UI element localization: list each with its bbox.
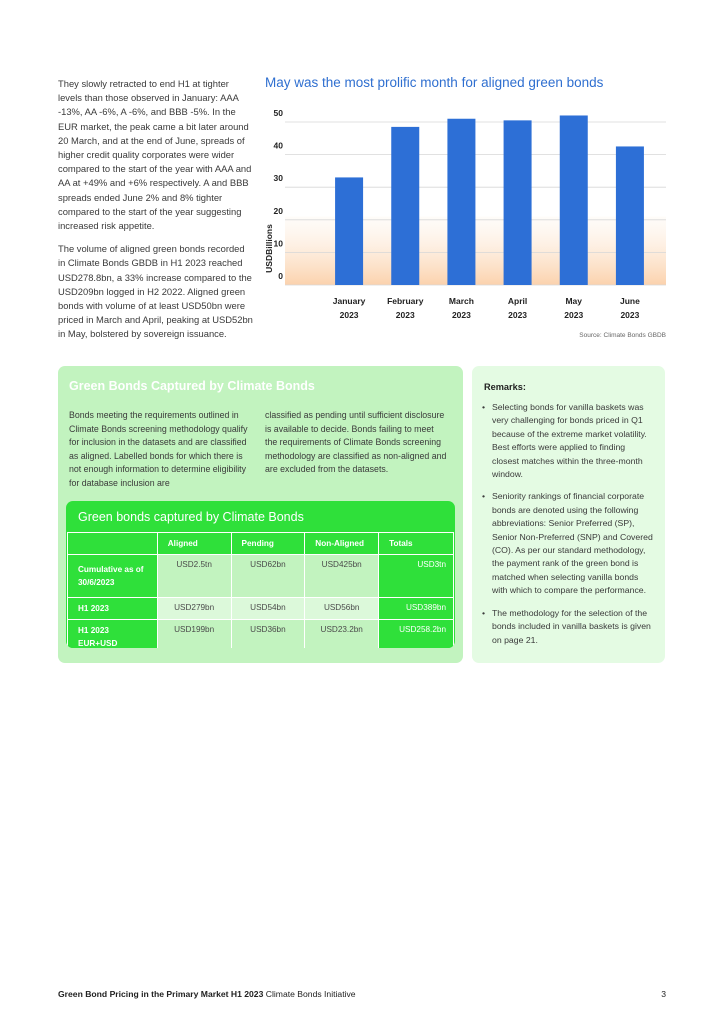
cell-totals: USD258.2bn [379,620,454,649]
cell-totals: USD389bn [379,598,454,620]
captured-table-panel [66,501,455,648]
table-header-aligned: Aligned [157,533,231,555]
remarks-item: • Seniority rankings of financial corporate bonds are denoted using the following abbreviations: Senior Preferred (SP), Senior Non-Preferred (SNP) and Covered (CO). As per our standard methodology, the payment rank of the green bond is matched when selecting vanilla bonds with which to compare the performance. [482,490,654,597]
remarks-item: • Selecting bonds for vanilla baskets was very challenging for bonds priced in Q1 because of the extreme market volatility. Best efforts were applied to finding closest matches within the three-month window. [482,401,654,481]
table-header-pending: Pending [231,533,305,555]
cell-aligned: USD2.5tn [157,555,231,598]
x-tick-label: 2023 [451,310,471,320]
row-label: Cumulative as of 30/6/2023 [68,555,158,598]
y-tick-label: 20 [273,205,283,216]
footer-org: Climate Bonds Initiative [265,989,356,999]
table-row [68,620,454,649]
cell-aligned: USD279bn [157,598,231,620]
remarks-item: • The methodology for the selection of the bonds included in vanilla baskets is given on page 21. [482,607,654,647]
cell-non-aligned: USD425bn [305,555,379,598]
cell-pending: USD62bn [231,555,305,598]
table-title: Green bonds captured by Climate Bonds [78,510,304,524]
remarks-list [482,401,654,656]
table-row [68,598,454,620]
info-box-text-col2: classified as pending until sufficient disclosure is available to decide. Bonds failing to meet the requirements of Climate Bonds screening methodology are classified as non-aligned and are excluded from the datasets. [265,410,447,474]
green-bonds-info-box [58,366,463,663]
body-paragraph-1: They slowly retracted to end H1 at tighter levels than those observed in January: AAA -13%, AA -6%, A -6%, and BBB -5%. In the EUR market, the peak came a bit later around 20 March, and at the end of June, spreads of higher credit quality corporates were wider compared to the start of the year with AAA and AA at +49% and +6% respectively. A and BBB spreads ended June 2% and 8% tighter compared to the start of the year suggesting increased risk appetite. [58,78,252,232]
x-tick-label: 2023 [620,310,640,320]
cell-pending: USD36bn [231,620,305,649]
remarks-title: Remarks: [484,382,526,392]
bar [391,127,419,285]
x-tick-label: January [332,296,366,306]
y-tick-label: 40 [273,140,283,151]
x-tick-label: March [448,296,474,306]
x-tick-label: May [565,296,583,306]
x-tick-label: 2023 [508,310,528,320]
x-tick-label: 2023 [395,310,415,320]
bar [616,146,644,285]
y-tick-label: 30 [273,173,283,184]
info-box-text-col1: Bonds meeting the requirements outlined in Climate Bonds screening methodology qualify for inclusion in the datasets and are classified as aligned. Labelled bonds for which there is not enough information to determine eligibility for database inclusion are [69,410,248,488]
bar-chart [258,108,668,328]
captured-bonds-table [67,532,454,648]
page-number: 3 [661,989,666,999]
row-label: H1 2023 EUR+USD [68,620,158,649]
body-paragraph-2: The volume of aligned green bonds recorded in Climate Bonds GBDB in H1 2023 reached USD278.8bn, a 33% increase compared to the USD209bn logged in H2 2022. Aligned green bonds with volume of at least USD50bn were priced in March and April, peaking at USD52bn in May, bolstered by sovereign issuance. [58,243,253,340]
chart-source: Source: Climate Bonds GBDB [579,332,666,339]
footer [58,989,356,999]
cell-totals: USD3tn [379,555,454,598]
x-tick-label: June [619,296,640,306]
y-tick-label: 10 [273,238,283,249]
footer-report-title: Green Bond Pricing in the Primary Market H1 2023 [58,989,264,999]
x-tick-label: February [387,296,424,306]
cell-pending: USD54bn [231,598,305,620]
x-tick-label: 2023 [339,310,359,320]
bar [504,120,532,285]
chart-title: May was the most prolific month for aligned green bonds [265,75,604,90]
cell-non-aligned: USD56bn [305,598,379,620]
table-header-non-aligned: Non-Aligned [305,533,379,555]
cell-aligned: USD199bn [157,620,231,649]
y-tick-label: 0 [278,271,283,281]
bar [560,115,588,285]
y-tick-label: 50 [273,108,283,118]
cell-non-aligned: USD23.2bn [305,620,379,649]
remarks-box [472,366,665,663]
bar [335,177,363,285]
row-label: H1 2023 [68,598,158,620]
x-tick-label: April [507,296,528,306]
table-header-blank [68,533,158,555]
x-tick-label: 2023 [564,310,584,320]
table-header-totals: Totals [379,533,454,555]
body-text-column [58,77,254,351]
table-header-row [68,533,454,555]
info-box-title: Green Bonds Captured by Climate Bonds [69,379,315,393]
bar [447,119,475,285]
table-row [68,555,454,598]
y-axis-label: USDBillions [264,224,274,273]
